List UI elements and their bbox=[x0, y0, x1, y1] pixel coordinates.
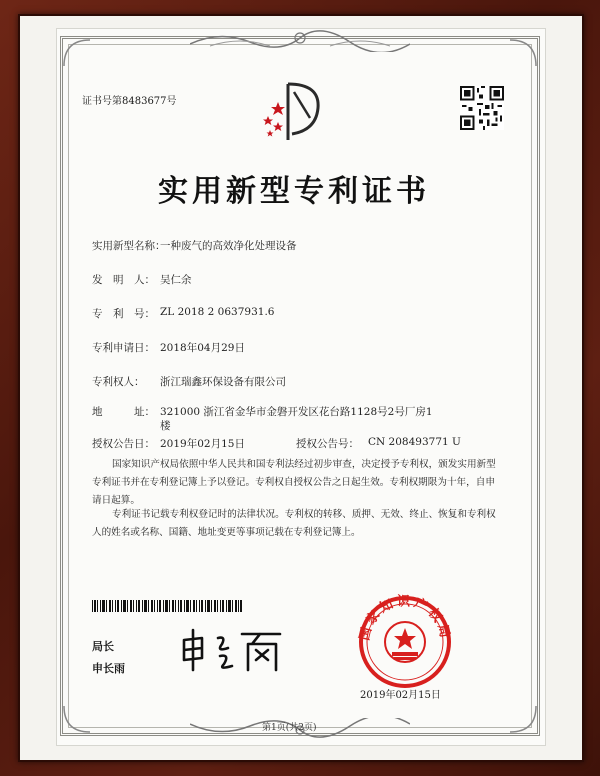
corner-ornament-icon bbox=[62, 38, 92, 68]
address-value-line2: 楼 bbox=[160, 420, 171, 432]
certificate-number: 证书号第8483677号 bbox=[82, 96, 177, 107]
address-label: 地 址： bbox=[92, 406, 155, 418]
page-indicator: 第1页(共2页) bbox=[262, 723, 317, 733]
inventor-label: 发 明 人： bbox=[92, 274, 155, 286]
corner-ornament-icon bbox=[62, 704, 92, 734]
top-ornament-icon bbox=[190, 30, 410, 52]
grant-date-label: 授权公告日： bbox=[92, 438, 155, 450]
grant-number-label: 授权公告号： bbox=[296, 438, 359, 450]
patent-number-value: ZL 2018 2 0637931.6 bbox=[160, 306, 275, 318]
grant-number-value: CN 208493771 U bbox=[368, 436, 461, 448]
seal-text: 国家知识产权局 bbox=[357, 594, 453, 642]
inventor-value: 吴仁余 bbox=[160, 274, 192, 286]
address-value-line1: 321000 浙江省金华市金磐开发区花台路1128号2号厂房1 bbox=[160, 406, 433, 418]
qr-code-icon bbox=[460, 86, 504, 130]
patent-number-label: 专 利 号： bbox=[92, 308, 155, 320]
official-seal-icon bbox=[348, 594, 462, 694]
director-title: 局长 bbox=[92, 640, 114, 653]
corner-ornament-icon bbox=[508, 38, 538, 68]
name-label: 实用新型名称： bbox=[92, 240, 166, 252]
barcode-icon bbox=[92, 600, 242, 612]
patent-holder-value: 浙江瑞鑫环保设备有限公司 bbox=[160, 376, 286, 388]
patent-office-logo-icon bbox=[258, 78, 326, 146]
director-name: 申长雨 bbox=[92, 662, 125, 675]
certificate-title: 实用新型专利证书 bbox=[158, 174, 430, 209]
name-value: 一种废气的高效净化处理设备 bbox=[160, 240, 297, 252]
grant-date-value: 2019年02月15日 bbox=[160, 438, 245, 450]
filing-date-value: 2018年04月29日 bbox=[160, 342, 245, 354]
legal-status-paragraph: 专利证书记载专利权登记时的法律状况。专利权的转移、质押、无效、终止、恢复和专利权人的姓名或名称、国籍、地址变更等事项记载在专利登记簿上。 bbox=[92, 509, 496, 538]
patent-holder-label: 专利权人： bbox=[92, 376, 145, 388]
seal-date: 2019年02月15日 bbox=[360, 690, 441, 701]
corner-ornament-icon bbox=[508, 704, 538, 734]
signature-icon bbox=[178, 626, 288, 674]
filing-date-label: 专利申请日： bbox=[92, 342, 155, 354]
grant-statement-paragraph: 国家知识产权局依照中华人民共和国专利法经过初步审查，决定授予专利权，颁发实用新型专利证书并在专利登记簿上予以登记。专利权自授权公告之日起生效。专利权期限为十年，自申请日起算。 bbox=[92, 459, 496, 506]
